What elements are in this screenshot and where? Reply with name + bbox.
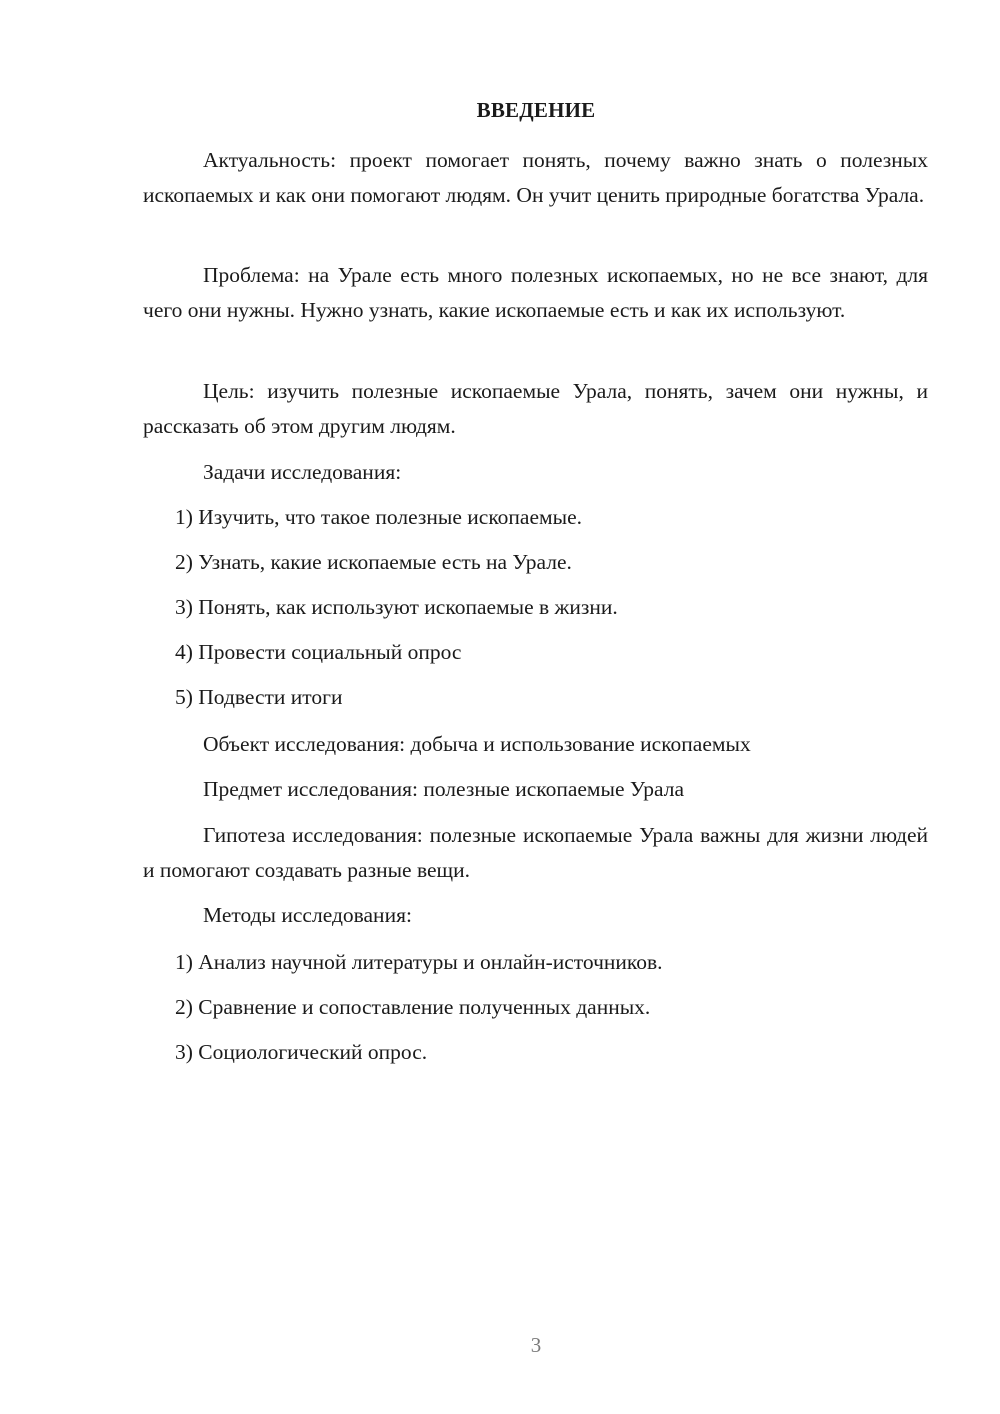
goal-paragraph-block [143, 374, 928, 444]
tasks-list-item-4 [143, 635, 928, 670]
subject-block [143, 772, 928, 807]
list-item: 1) Анализ научной литературы и онлайн-источников. [175, 950, 663, 974]
hypothesis-block [143, 818, 928, 888]
research-object: Объект исследования: добыча и использование ископаемых [203, 732, 751, 756]
methods-heading-block [143, 898, 928, 933]
section-title: ВВЕДЕНИЕ [476, 98, 596, 122]
list-item: 3) Понять, как используют ископаемые в жизни. [175, 595, 618, 619]
list-item: 2) Узнать, какие ископаемые есть на Урале. [175, 550, 572, 574]
problem-paragraph-block [143, 258, 928, 328]
page-number: 3 [530, 1333, 542, 1357]
tasks-heading-block [143, 455, 928, 490]
list-item: 5) Подвести итоги [175, 685, 343, 709]
tasks-list-item-1 [143, 500, 928, 535]
object-block [143, 727, 928, 762]
methods-heading: Методы исследования: [203, 903, 412, 927]
list-item: 1) Изучить, что такое полезные ископаемые. [175, 505, 582, 529]
problem-paragraph: Проблема: на Урале есть много полезных ископаемых, но не все знают, для чего они нужны. Нужно узнать, какие ископаемые есть и как их используют. [143, 263, 928, 322]
tasks-heading: Задачи исследования: [203, 460, 402, 484]
research-subject: Предмет исследования: полезные ископаемые Урала [203, 777, 684, 801]
list-item: 2) Сравнение и сопоставление полученных данных. [175, 995, 651, 1019]
list-item: 3) Социологический опрос. [175, 1040, 428, 1064]
goal-paragraph: Цель: изучить полезные ископаемые Урала, понять, зачем они нужны, и рассказать об этом другим людям. [143, 379, 928, 438]
list-item: 4) Провести социальный опрос [175, 640, 462, 664]
methods-list-item-3 [143, 1035, 928, 1070]
tasks-list-item-5 [143, 680, 928, 715]
tasks-list-item-2 [143, 545, 928, 580]
research-hypothesis: Гипотеза исследования: полезные ископаемые Урала важны для жизни людей и помогают создавать разные вещи. [143, 823, 928, 882]
methods-list-item-1 [143, 945, 928, 980]
tasks-list-item-3 [143, 590, 928, 625]
relevance-paragraph-block [143, 143, 928, 213]
methods-list-item-2 [143, 990, 928, 1025]
relevance-paragraph: Актуальность: проект помогает понять, почему важно знать о полезных ископаемых и как они помогают людям. Он учит ценить природные богатства Урала. [143, 148, 928, 207]
